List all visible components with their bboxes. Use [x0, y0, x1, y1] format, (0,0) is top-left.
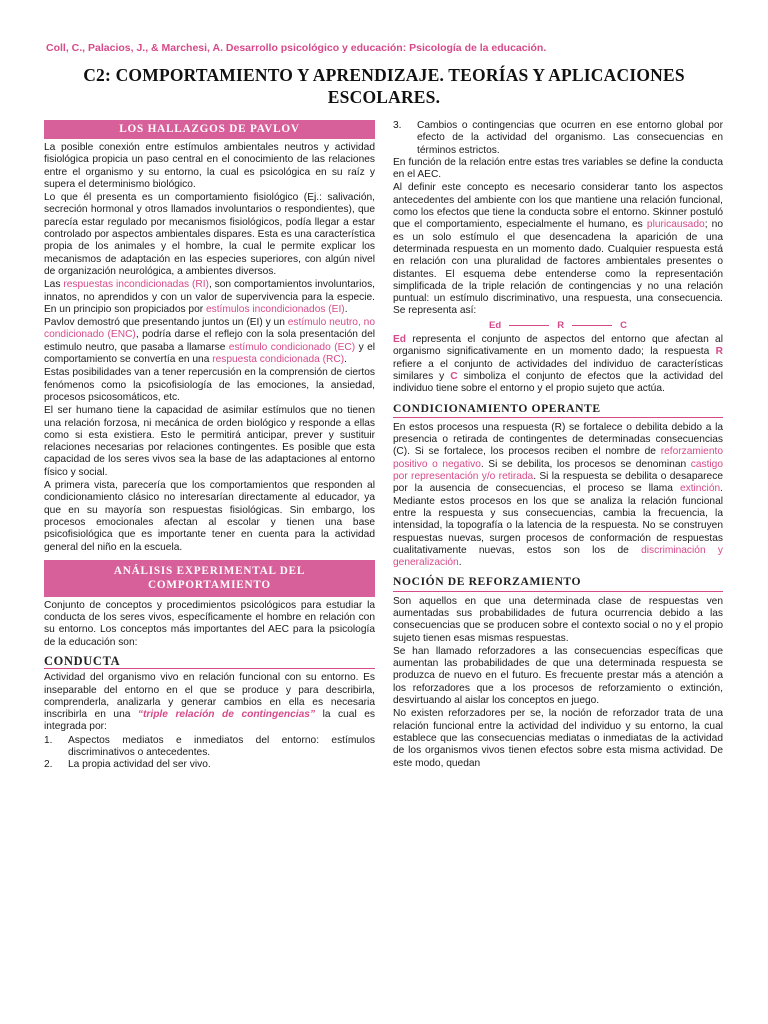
formula-ed: Ed — [489, 319, 502, 331]
contingency-formula — [393, 320, 723, 332]
paragraph: No existen reforzadores per se, la noción de reforzador trata de una relación funcional entre la actividad del individuo y su entorno, la cual establece que las consecuencias mediatas o inmediatas de la actividad de los organismos vivos tienen efectos sobre esta misma actividad. De este modo, quedan — [393, 708, 723, 769]
section-heading-aec: ANÁLISIS EXPERIMENTAL DEL COMPORTAMIENTO — [44, 560, 375, 597]
right-column — [393, 120, 723, 771]
highlight-term: R — [715, 346, 723, 358]
numbered-list-continued — [393, 120, 723, 157]
document-title: C2: COMPORTAMIENTO Y APRENDIZAJE. TEORÍAS Y APLICACIONES ESCOLARES. — [83, 65, 685, 107]
paragraph: Ed representa el conjunto de aspectos del entorno que afectan al organismo significativamente en un momento dado; la respuesta R refiere a el conjunto de actividades del individuo de características similares y C simboliza el conjunto de efectos que la actividad del individuo tiene sobre el entorno y el propio sujeto que actúa. — [393, 334, 723, 395]
highlight-term: estímulo condicionado (EC) — [228, 341, 356, 353]
paragraph: Al definir este concepto es necesario considerar tanto los aspectos antecedentes del ambiente con los que mantiene una relación funcional, como los efectos que tiene la conducta sobre el entorno. Skinner postuló que el comportamiento, especialmente el humano, es pluricausado; no es un solo estímulo el que desencadena la aparición de una determinada respuesta en un momento dado. Cualquier respuesta está en relación con una pluralidad de factores ambientales presentes o distantes. El esquema debe entenderse como la representación simplificada de la triple relación de contingencias y no una relación puntual: un estímulo discriminativo, una respuesta, una consecuencia. Se representa así: — [393, 182, 724, 317]
formula-c: C — [620, 319, 627, 331]
paragraph: Estas posibilidades van a tener repercusión en la comprensión de ciertos fenómenos como la psicofisiología de las emociones, la ansiedad, procesos psicosomáticos, etc. — [44, 367, 375, 403]
paragraph: Actividad del organismo vivo en relación funcional con su entorno. Es inseparable del entorno en el que se produce y para describirla, comprenderla, analizarla y generar cambios en ella es necesaria inscribirla en una “triple relación de contingencias” la cual es integrada por: — [44, 672, 375, 733]
paragraph: La posible conexión entre estímulos ambientales neutros y actividad fisiológica propicia un paso central en el conocimiento de las relaciones entre el organismo y su entorno, la cual es psicológica en su raíz y supera el determinismo biológico. — [44, 142, 375, 190]
paragraph: Se han llamado reforzadores a las consecuencias específicas que aumentan las probabilidades de que una determinada respuesta se produzca de nuevo en el futuro. Es frecuente prestar más a atención a los reforzadores que a los procesos de reforzamiento o extinción, desvirtuando al aislar los conceptos en juego. — [393, 645, 723, 707]
highlight-term: Ed — [393, 334, 407, 346]
paragraph: Son aquellos en que una determinada clase de respuestas ven aumentadas sus probabilidades de futura ocurrencia debido a las consecuencias que se producen sobre el contexto social o no y el propio sujeto tienen esas mismas respuestas. — [393, 595, 723, 644]
highlight-term: discriminación y generalización — [393, 544, 723, 569]
paragraph: En estos procesos una respuesta (R) se fortalece o debilita debido a la presencia o retirada de contingentes de determinadas consecuencias (C). Si se fortalece, los procesos reciben el nombre de reforzamiento positivo o negativo. Si se debilita, los procesos se denominan castigo por representación y/o retirada. Si la respuesta se debilita o desaparece por la ausencia de consecuencias, el proceso se llama extinción. Mediante estos procesos en los que se analiza la relación funcional entre la respuesta y sus consecuencias, cambia la frecuencia, la intensidad, la topografía o la latencia de la respuesta. No se construyen respuestas nuevas, surgen procesos de conformación de respuestas cualitativamente nuevas, estos son los de discriminación y generalización. — [393, 421, 724, 569]
paragraph: Lo que él presenta es un comportamiento fisiológico (Ej.: salivación, secreción hormonal y otros llamados involuntarios o respondientes), que parecía estar regulado por mecanismos fisiológicos, podía llegar a estar controlado por aspectos ambientales dispares. Esta es una característica propia de los animales y el hombre, la cual le permite explicar los mecanismos de adaptación en las especies superiores, con algún nivel de organización neurológica, a ambientes diversos. — [44, 192, 375, 277]
subheading-nocion-reforzamiento: NOCIÓN DE REFORZAMIENTO — [393, 576, 723, 591]
highlight-term: castigo por representación y/o retirada — [393, 458, 724, 483]
paragraph: En función de la relación entre estas tres variables se define la conducta en el AEC. — [393, 156, 723, 181]
highlight-term: respuestas incondicionadas (RI) — [63, 279, 209, 291]
subheading-condicionamiento-operante: CONDICIONAMIENTO OPERANTE — [393, 403, 723, 418]
paragraph: A primera vista, parecería que los comportamientos que responden al condicionamiento clásico no interesarían directamente al educador, ya que en su mayoría son respuestas fisiológicas. Sin embargo, los procesos emocionales afectan al escolar y tienen una base psicofisiológica que es importante tener en cuenta para la actividad general del niño en la escuela. — [44, 480, 375, 553]
left-column — [44, 120, 375, 772]
highlight-term: estímulos incondicionados (EI) — [205, 303, 345, 315]
citation-header: Coll, C., Palacios, J., & Marchesi, A. Desarrollo psicológico y educación: Psicología de la educación. — [46, 42, 547, 54]
highlight-term: “triple relación de contingencias” — [137, 709, 316, 721]
list-item: 3. Cambios o contingencias que ocurren en ese entorno global por efecto de la actividad del organismo. Las consecuencias en términos estrictos. — [393, 120, 723, 156]
section-heading-pavlov: LOS HALLAZGOS DE PAVLOV — [44, 120, 375, 139]
paragraph: El ser humano tiene la capacidad de asimilar estímulos que no tienen una relación forzosa, ni mecánica de orden biológico y responde a ellas como si esta existiera. Esto le permitirá anticipar, prever y sustituir relaciones necesarias por relaciones contingentes. Es posible que esta capacidad de los seres vivos sea la base de las adaptaciones al entorno físico y social. — [44, 405, 375, 478]
highlight-term: extinción — [679, 483, 721, 495]
highlight-term: estímulo neutro, no condicionado (ENC) — [44, 317, 375, 341]
paragraph: Conjunto de conceptos y procedimientos psicológicos para estudiar la conducta de los seres vivos, específicamente el hombre en relación con su entorno. Los conceptos más importantes del AEC para la psicología de la educación son: — [44, 599, 375, 648]
list-item: 1. Aspectos mediatos e inmediatos del entorno: estímulos discriminativos o antecedentes. — [44, 734, 375, 759]
formula-arrow-line — [509, 325, 549, 326]
highlight-term: reforzamiento positivo o negativo — [393, 446, 723, 470]
subheading-conducta: CONDUCTA — [44, 655, 375, 669]
highlight-term: respuesta condicionada (RC) — [212, 354, 345, 366]
highlight-term: C — [450, 370, 458, 382]
paragraph: Pavlov demostró que presentando juntos un (EI) y un estímulo neutro, no condicionado (ENC), podría darse el reflejo con la sola presentación del estimulo neutro, que pasaba a llamarse estímulo condicionado (EC) y el comportamiento se convertía en una respuesta condicionada (RC). — [44, 317, 376, 366]
list-item: 2. La propia actividad del ser vivo. — [44, 759, 211, 771]
formula-r: R — [557, 319, 565, 331]
paragraph: Las respuestas incondicionadas (RI), son comportamientos involuntarios, innatos, no aprendidos y con un valor de supervivencia para la especie. En un principio son propiciados por estímulos incondicionados (EI). — [44, 279, 375, 315]
numbered-list — [44, 735, 375, 772]
highlight-term: pluricausado — [646, 219, 705, 231]
formula-arrow-line — [572, 325, 612, 326]
